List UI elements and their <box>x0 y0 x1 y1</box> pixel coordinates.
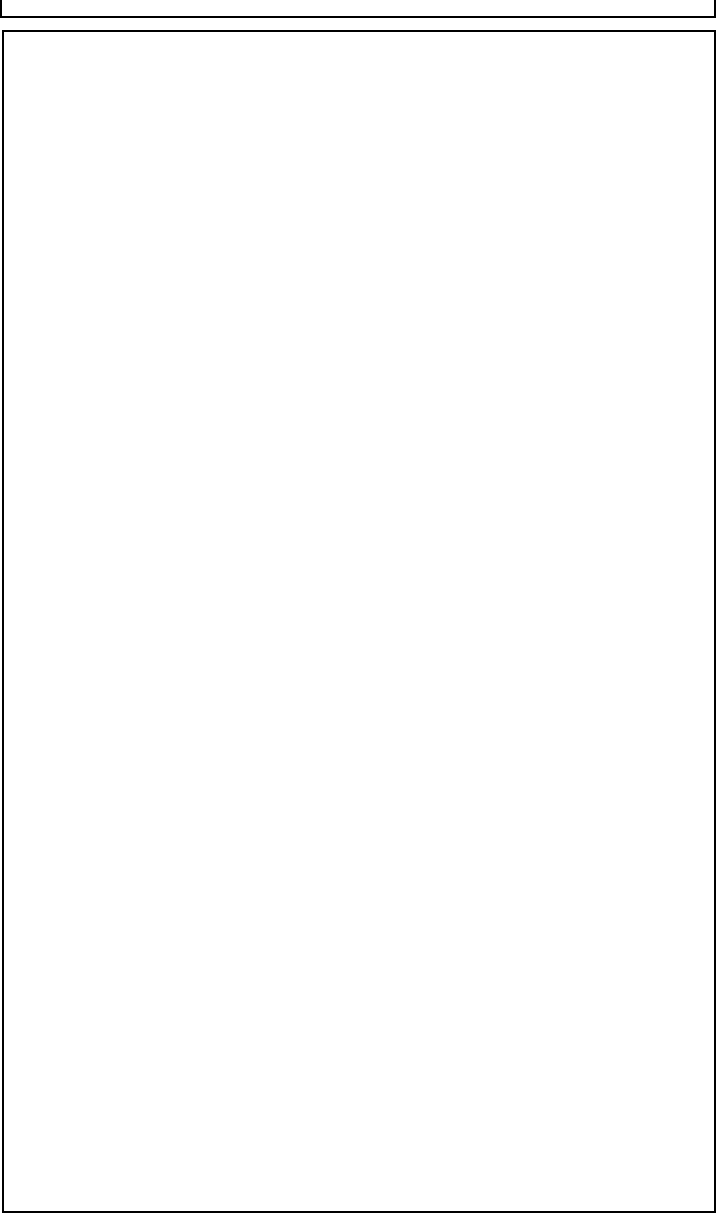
top-strip <box>0 0 716 18</box>
tender-notice <box>2 30 716 1213</box>
